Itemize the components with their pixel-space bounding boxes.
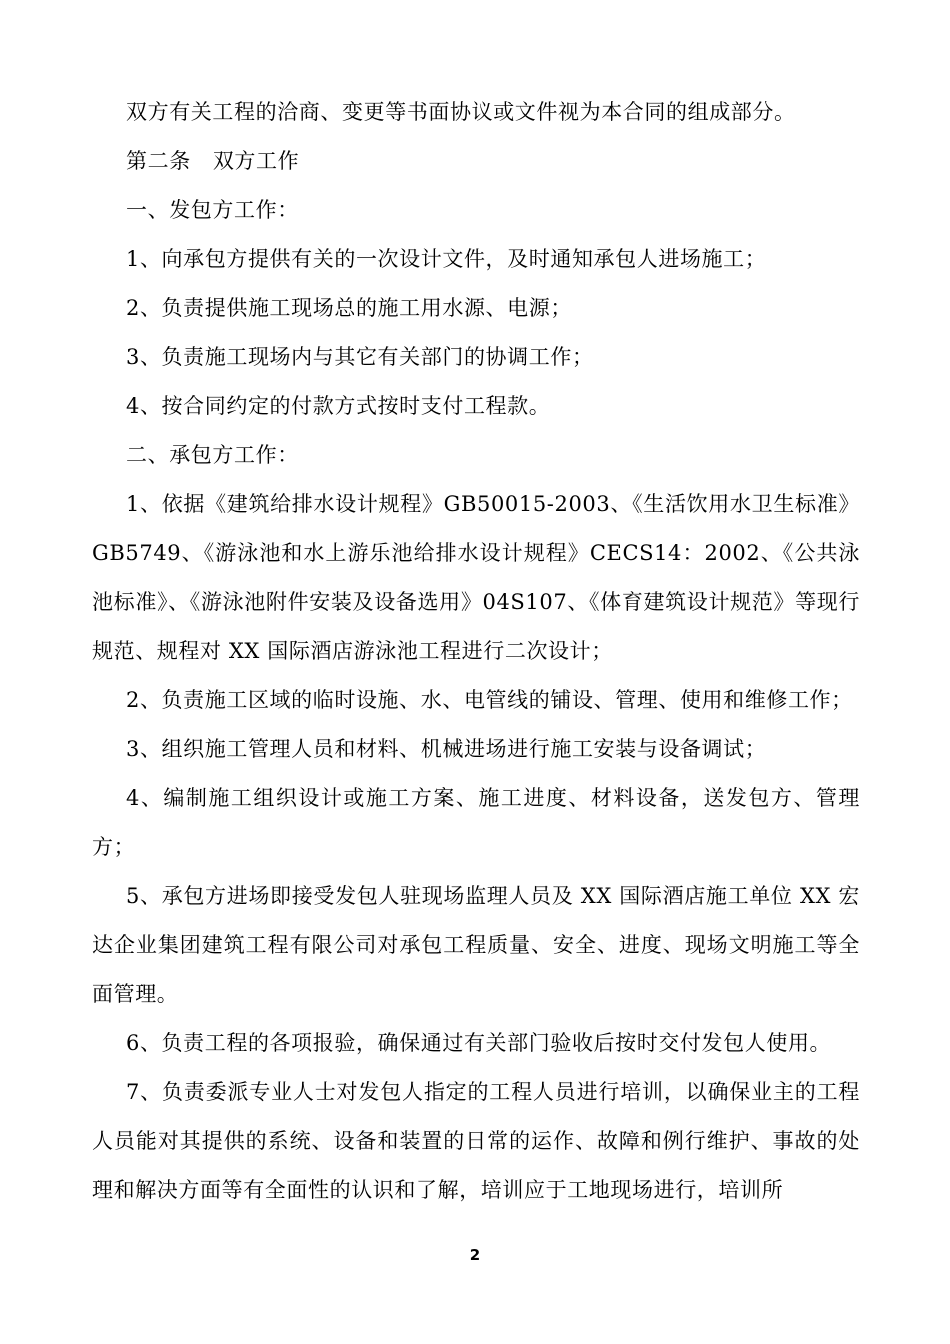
contractor-item-3: 3、组织施工管理人员和材料、机械进场进行施工安装与设备调试； (126, 737, 767, 761)
section-heading-employer: 一、发包方工作： (126, 198, 299, 222)
contractor-item-5: 5、承包方进场即接受发包人驻现场监理人员及 XX 国际酒店施工单位 XX 宏达企业集团建筑工程有限公司对承包工程质量、安全、进度、现场文明施工等全面管理。 (92, 884, 860, 1006)
clause-heading (92, 137, 860, 186)
employer-item-1: 1、向承包方提供有关的一次设计文件，及时通知承包人进场施工； (126, 247, 767, 271)
employer-item-3: 3、负责施工现场内与其它有关部门的协调工作； (126, 345, 594, 369)
contractor-item-2: 2、负责施工区域的临时设施、水、电管线的铺设、管理、使用和维修工作； (126, 688, 853, 712)
contractor-item-1: 1、依据《建筑给排水设计规程》GB50015-2003、《生活饮用水卫生标准》GB5749、《游泳池和水上游乐池给排水设计规程》CECS14：2002、《公共泳池标准》、《游泳池附件安装及设备选用》04S107、《体育建筑设计规范》等现行规范、规程对 XX 国际酒店游泳池工程进行二次设计； (92, 492, 860, 663)
page-number: 2 (469, 1246, 481, 1264)
employer-item-2: 2、负责提供施工现场总的施工用水源、电源； (126, 296, 572, 320)
document-body (92, 88, 860, 1215)
contractor-item-6: 6、负责工程的各项报验，确保通过有关部门验收后按时交付发包人使用。 (126, 1031, 832, 1055)
contractor-item-7: 7、负责委派专业人士对发包人指定的工程人员进行培训，以确保业主的工程人员能对其提供的系统、设备和装置的日常的运作、故障和例行维护、事故的处理和解决方面等有全面性的认识和了解，培训应于工地现场进行，培训所 (92, 1080, 860, 1202)
paragraph-intro: 双方有关工程的洽商、变更等书面协议或文件视为本合同的组成部分。 (126, 100, 796, 124)
contractor-item-4: 4、编制施工组织设计或施工方案、施工进度、材料设备，送发包方、管理方； (92, 786, 860, 859)
clause-title: 双方工作 (212, 149, 300, 173)
employer-item-4: 4、按合同约定的付款方式按时支付工程款。 (126, 394, 551, 418)
section-heading-contractor: 二、承包方工作： (126, 443, 299, 467)
clause-number: 第二条 (126, 149, 191, 173)
